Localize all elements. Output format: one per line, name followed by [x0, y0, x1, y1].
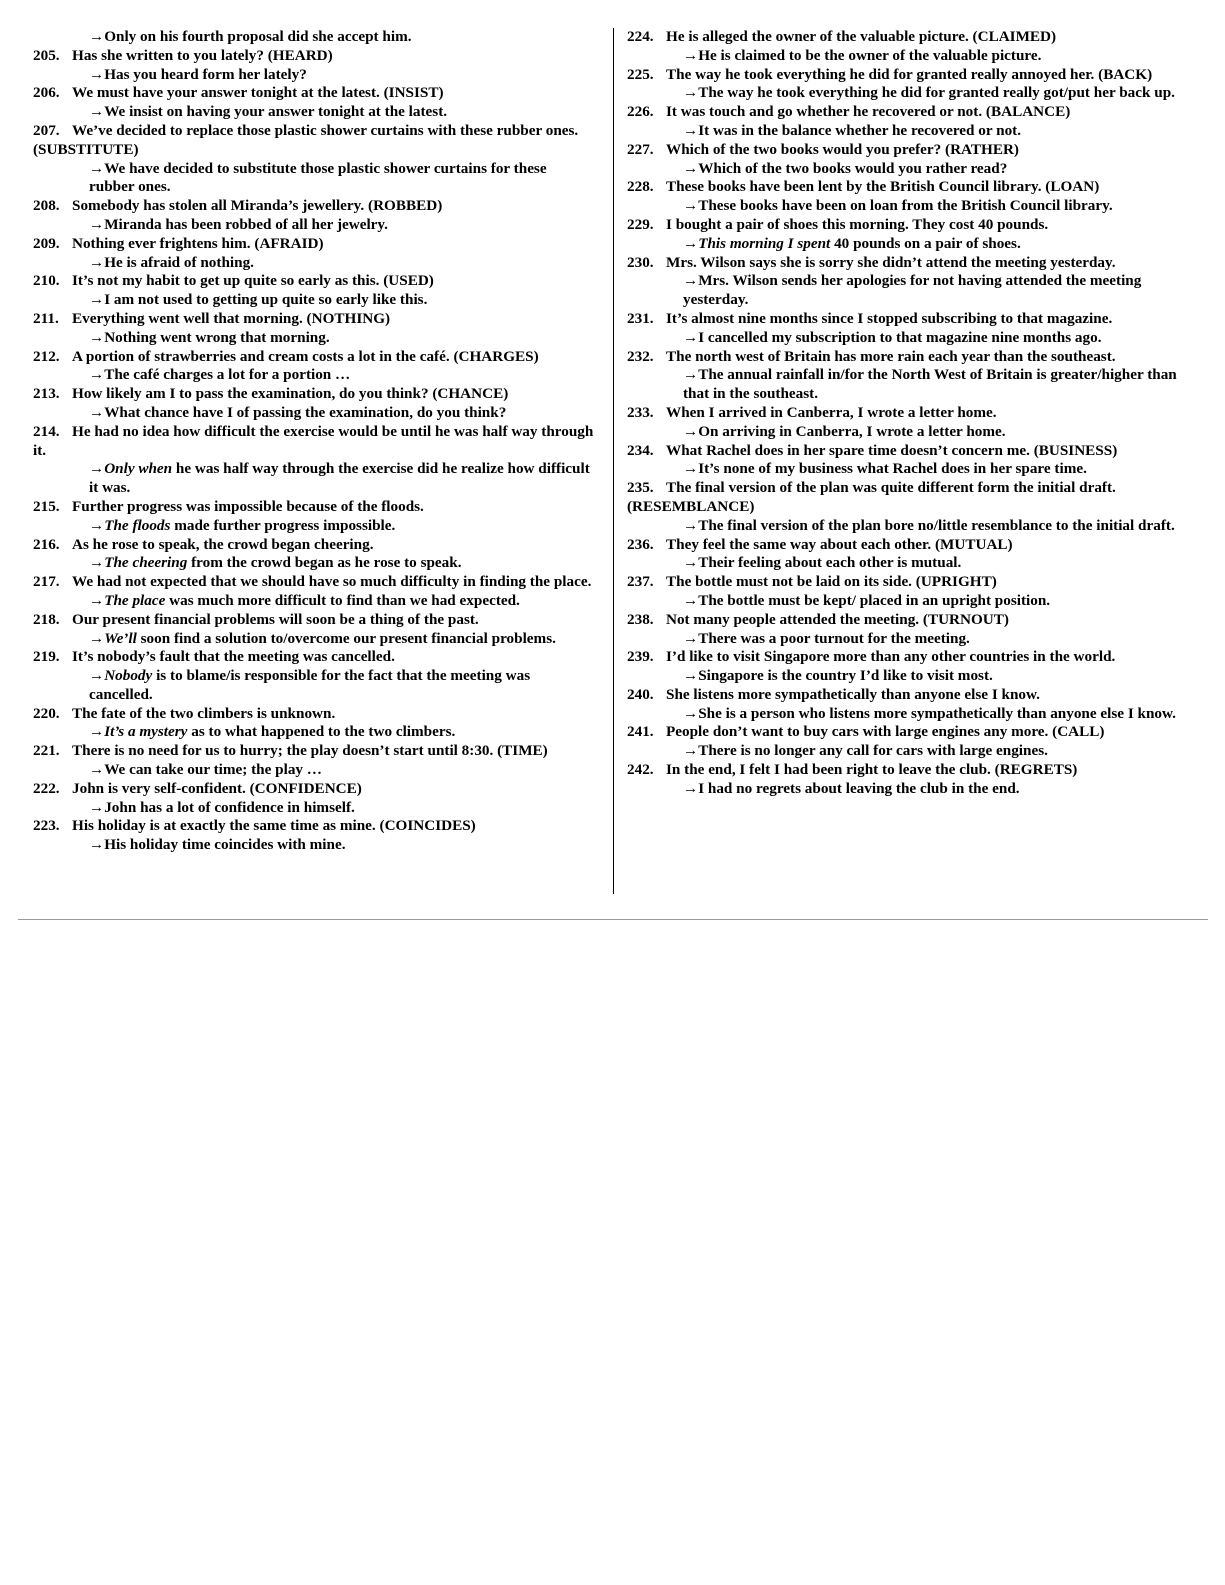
arrow-icon: →: [683, 366, 699, 384]
arrow-icon: →: [683, 272, 699, 290]
arrow-icon: →: [683, 159, 699, 177]
question-line: 206. We must have your answer tonight at the latest. (INSIST): [33, 84, 444, 102]
question-line: 237. The bottle must not be laid on its side. (UPRIGHT): [627, 573, 997, 591]
question-line: 240. She listens more sympathetically than anyone else I know.: [627, 685, 1040, 703]
left-column: [33, 28, 595, 855]
answer-line: →Their feeling about each other is mutual.: [683, 554, 962, 572]
arrow-icon: →: [683, 197, 699, 215]
question-line: 231. It’s almost nine months since I stopped subscribing to that magazine.: [627, 309, 1113, 327]
answer-line: →Which of the two books would you rather read?: [683, 159, 1008, 177]
answer-line: →The bottle must be kept/ placed in an upright position.: [683, 591, 1051, 609]
arrow-icon: →: [89, 159, 105, 177]
answer-line: →The floods made further progress impossible.: [89, 516, 396, 534]
question-line: 207. We’ve decided to replace those plastic shower curtains with these rubber ones. (SUBSTITUTE): [33, 121, 579, 158]
answer-line: →The annual rainfall in/for the North West of Britain is greater/higher than that in the southeast.: [683, 366, 1177, 403]
arrow-icon: →: [89, 836, 105, 854]
arrow-icon: →: [683, 667, 699, 685]
answer-line: →On arriving in Canberra, I wrote a letter home.: [683, 422, 1006, 440]
arrow-icon: →: [683, 554, 699, 572]
question-line: 238. Not many people attended the meeting. (TURNOUT): [627, 610, 1009, 628]
question-line: 221. There is no need for us to hurry; the play doesn’t start until 8:30. (TIME): [33, 742, 548, 760]
arrow-icon: →: [683, 629, 699, 647]
answer-line: →The cheering from the crowd began as he rose to speak.: [89, 554, 462, 572]
answer-line: →What chance have I of passing the examination, do you think?: [89, 403, 507, 421]
arrow-icon: →: [683, 46, 699, 64]
question-line: 216. As he rose to speak, the crowd began cheering.: [33, 535, 374, 553]
answer-line: →It was in the balance whether he recovered or not.: [683, 121, 1022, 139]
arrow-icon: →: [89, 103, 105, 121]
arrow-icon: →: [89, 460, 105, 478]
question-line: 222. John is very self-confident. (CONFIDENCE): [33, 779, 362, 797]
arrow-icon: →: [89, 591, 105, 609]
question-line: 211. Everything went well that morning. (NOTHING): [33, 309, 391, 327]
answer-line: →We insist on having your answer tonight at the latest.: [89, 103, 448, 121]
question-line: 239. I’d like to visit Singapore more than any other countries in the world.: [627, 648, 1116, 666]
answer-line: →There is no longer any call for cars with large engines.: [683, 742, 1048, 760]
question-line: 232. The north west of Britain has more rain each year than the southeast.: [627, 347, 1116, 365]
arrow-icon: →: [89, 403, 105, 421]
question-line: 219. It’s nobody’s fault that the meeting was cancelled.: [33, 648, 395, 666]
arrow-icon: →: [89, 291, 105, 309]
arrow-icon: →: [683, 742, 699, 760]
answer-line: →I had no regrets about leaving the club in the end.: [683, 779, 1020, 797]
answer-line: →It’s a mystery as to what happened to the two climbers.: [89, 723, 456, 741]
answer-line: →Only when he was half way through the exercise did he realize how difficult it was.: [89, 460, 590, 497]
question-line: 242. In the end, I felt I had been right to leave the club. (REGRETS): [627, 761, 1078, 779]
answer-line: →These books have been on loan from the British Council library.: [683, 197, 1113, 215]
question-line: 212. A portion of strawberries and cream costs a lot in the café. (CHARGES): [33, 347, 539, 365]
answer-line: →Has you heard form her lately?: [89, 65, 307, 83]
answer-line: →Miranda has been robbed of all her jewelry.: [89, 215, 388, 233]
answer-line: →We have decided to substitute those plastic shower curtains for these rubber ones.: [89, 159, 547, 196]
question-line: 223. His holiday is at exactly the same time as mine. (COINCIDES): [33, 817, 476, 835]
answer-line: →The café charges a lot for a portion …: [89, 366, 351, 384]
answer-line: →I am not used to getting up quite so early like this.: [89, 291, 428, 309]
arrow-icon: →: [683, 422, 699, 440]
arrow-icon: →: [683, 516, 699, 534]
arrow-icon: →: [89, 253, 105, 271]
arrow-icon: →: [683, 460, 699, 478]
answer-line: →He is claimed to be the owner of the valuable picture.: [683, 46, 1042, 64]
question-line: 205. Has she written to you lately? (HEARD): [33, 46, 333, 64]
question-line: 241. People don’t want to buy cars with large engines any more. (CALL): [627, 723, 1105, 741]
question-line: 210. It’s not my habit to get up quite so early as this. (USED): [33, 272, 434, 290]
question-line: 224. He is alleged the owner of the valuable picture. (CLAIMED): [627, 28, 1057, 45]
question-line: 235. The final version of the plan was quite different form the initial draft. (RESEMBLANCE): [627, 479, 1116, 515]
right-column: [627, 28, 1193, 799]
question-line: 213. How likely am I to pass the examination, do you think? (CHANCE): [33, 385, 509, 403]
answer-line: →The place was much more difficult to find than we had expected.: [89, 591, 520, 609]
arrow-icon: →: [683, 234, 699, 252]
arrow-icon: →: [89, 65, 105, 83]
question-line: 225. The way he took everything he did for granted really annoyed her. (BACK): [627, 65, 1153, 83]
question-line: 209. Nothing ever frightens him. (AFRAID): [33, 234, 324, 252]
arrow-icon: →: [89, 366, 105, 384]
question-line: 215. Further progress was impossible because of the floods.: [33, 497, 424, 515]
arrow-icon: →: [683, 704, 699, 722]
answer-line: →He is afraid of nothing.: [89, 253, 254, 271]
answer-line: →This morning I spent 40 pounds on a pair of shoes.: [683, 234, 1021, 252]
question-line: 214. He had no idea how difficult the exercise would be until he was half way through it.: [33, 422, 594, 459]
arrow-icon: →: [683, 328, 699, 346]
answer-line: →Nothing went wrong that morning.: [89, 328, 330, 346]
answer-line: →Nobody is to blame/is responsible for the fact that the meeting was cancelled.: [89, 667, 531, 703]
answer-line: →We’ll soon find a solution to/overcome our present financial problems.: [89, 629, 556, 647]
arrow-icon: →: [89, 28, 105, 45]
arrow-icon: →: [683, 84, 699, 102]
arrow-icon: →: [683, 121, 699, 139]
question-line: 227. Which of the two books would you prefer? (RATHER): [627, 140, 1019, 158]
question-line: 208. Somebody has stolen all Miranda’s jewellery. (ROBBED): [33, 197, 443, 215]
question-line: 234. What Rachel does in her spare time doesn’t concern me. (BUSINESS): [627, 441, 1118, 459]
answer-line: →John has a lot of confidence in himself.: [89, 798, 355, 816]
answer-line: →The final version of the plan bore no/little resemblance to the initial draft.: [683, 516, 1175, 534]
arrow-icon: →: [89, 516, 105, 534]
answer-line: →She is a person who listens more sympathetically than anyone else I know.: [683, 704, 1176, 722]
question-line: 229. I bought a pair of shoes this morning. They cost 40 pounds.: [627, 215, 1049, 233]
question-line: 217. We had not expected that we should have so much difficulty in finding the place.: [33, 573, 592, 591]
arrow-icon: →: [89, 723, 105, 741]
arrow-icon: →: [89, 215, 105, 233]
answer-line: →His holiday time coincides with mine.: [89, 836, 346, 854]
arrow-icon: →: [89, 798, 105, 816]
answer-line: →There was a poor turnout for the meeting.: [683, 629, 970, 647]
question-line: 233. When I arrived in Canberra, I wrote a letter home.: [627, 403, 997, 421]
question-line: 230. Mrs. Wilson says she is sorry she didn’t attend the meeting yesterday.: [627, 253, 1116, 271]
question-line: 220. The fate of the two climbers is unknown.: [33, 704, 336, 722]
arrow-icon: →: [683, 779, 699, 797]
arrow-icon: →: [89, 328, 105, 346]
arrow-icon: →: [683, 591, 699, 609]
horizontal-rule: [18, 919, 1208, 920]
question-line: 218. Our present financial problems will soon be a thing of the past.: [33, 610, 479, 628]
answer-line: →The way he took everything he did for granted really got/put her back up.: [683, 84, 1175, 102]
arrow-icon: →: [89, 629, 105, 647]
arrow-icon: →: [89, 667, 105, 685]
answer-line: →I cancelled my subscription to that magazine nine months ago.: [683, 328, 1102, 346]
answer-line: →Only on his fourth proposal did she accept him.: [89, 28, 412, 45]
question-line: 236. They feel the same way about each other. (MUTUAL): [627, 535, 1013, 553]
answer-line: →Singapore is the country I’d like to visit most.: [683, 667, 993, 685]
answer-line: →It’s none of my business what Rachel does in her spare time.: [683, 460, 1087, 478]
arrow-icon: →: [89, 761, 105, 779]
question-line: 226. It was touch and go whether he recovered or not. (BALANCE): [627, 103, 1071, 121]
question-line: 228. These books have been lent by the British Council library. (LOAN): [627, 178, 1100, 196]
arrow-icon: →: [89, 554, 105, 572]
answer-line: →We can take our time; the play …: [89, 761, 322, 779]
answer-line: →Mrs. Wilson sends her apologies for not having attended the meeting yesterday.: [683, 272, 1142, 309]
column-divider: [613, 28, 614, 894]
